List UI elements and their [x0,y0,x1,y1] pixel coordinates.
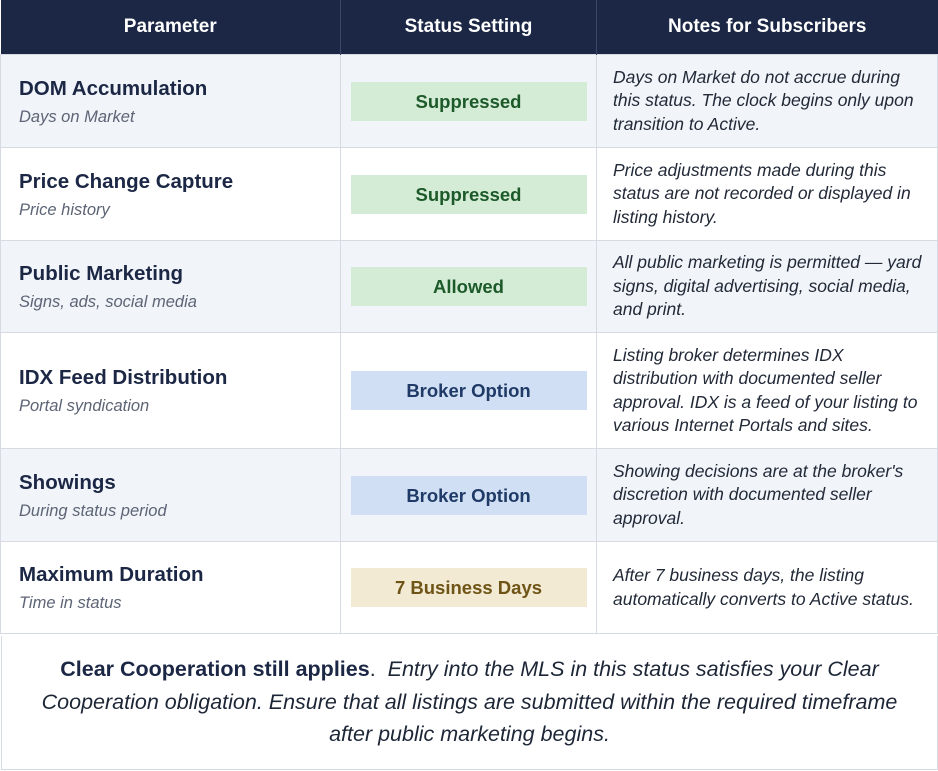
table-row [1,148,938,241]
note-cell: Listing broker determines IDX distribution with documented seller approval. IDX is a feed of your listing to various Internet Portals and sites. [597,333,938,449]
parameter-subtitle: During status period [19,501,167,520]
note-cell: After 7 business days, the listing automatically converts to Active status. [597,542,938,634]
status-badge: 7 Business Days [351,568,587,607]
parameter-name: IDX Feed Distribution [19,366,228,389]
status-badge: Broker Option [351,371,587,410]
status-cell [341,55,597,148]
parameter-subtitle: Days on Market [19,107,135,126]
parameter-cell [1,241,341,333]
status-badge: Allowed [351,267,587,306]
footer-paragraph: Clear Cooperation still applies. Entry into the MLS in this status satisfies your Clear Cooperation obligation. Ensure that all listings are submitted within the required timeframe after public marketing begins. [41,657,898,746]
table-header-row [1,0,938,55]
status-cell [341,333,597,449]
table-row [1,449,938,542]
note-cell: Days on Market do not accrue during this status. The clock begins only upon transition to Active. [597,55,938,148]
footer-lead: Clear Cooperation still applies [60,657,370,681]
status-badge: Suppressed [351,175,587,214]
status-cell [341,241,597,333]
footer-text: Entry into the MLS in this status satisfies your Clear Cooperation obligation. Ensure that all listings are submitted within the required timeframe after public marketing begins. [41,657,898,746]
parameter-cell [1,449,341,542]
note-cell: All public marketing is permitted — yard signs, digital advertising, social media, and print. [597,241,938,333]
table-row [1,55,938,148]
header-status-setting: Status Setting [341,0,597,55]
parameter-subtitle: Portal syndication [19,397,150,415]
parameter-subtitle: Time in status [19,594,122,612]
clear-cooperation-footer [1,636,938,770]
status-cell [341,542,597,634]
table-row [1,241,938,333]
header-notes: Notes for Subscribers [597,0,938,55]
status-badge: Broker Option [351,476,587,515]
parameter-name: Price Change Capture [19,169,234,193]
header-parameter: Parameter [1,0,341,55]
status-badge: Suppressed [351,82,587,121]
parameter-cell [1,333,341,449]
status-cell [341,148,597,241]
parameter-cell [1,542,341,634]
parameter-subtitle: Signs, ads, social media [19,293,197,311]
parameter-name: Public Marketing [19,262,184,285]
parameter-subtitle: Price history [19,200,110,219]
status-cell [341,449,597,542]
parameter-name: Maximum Duration [19,563,204,586]
note-cell: Price adjustments made during this status are not recorded or displayed in listing history. [597,148,938,241]
parameter-name: DOM Accumulation [19,76,208,100]
parameter-cell [1,55,341,148]
parameter-name: Showings [19,470,116,494]
table-row [1,333,938,449]
note-cell: Showing decisions are at the broker's discretion with documented seller approval. [597,449,938,542]
table-row [1,542,938,634]
parameter-cell [1,148,341,241]
